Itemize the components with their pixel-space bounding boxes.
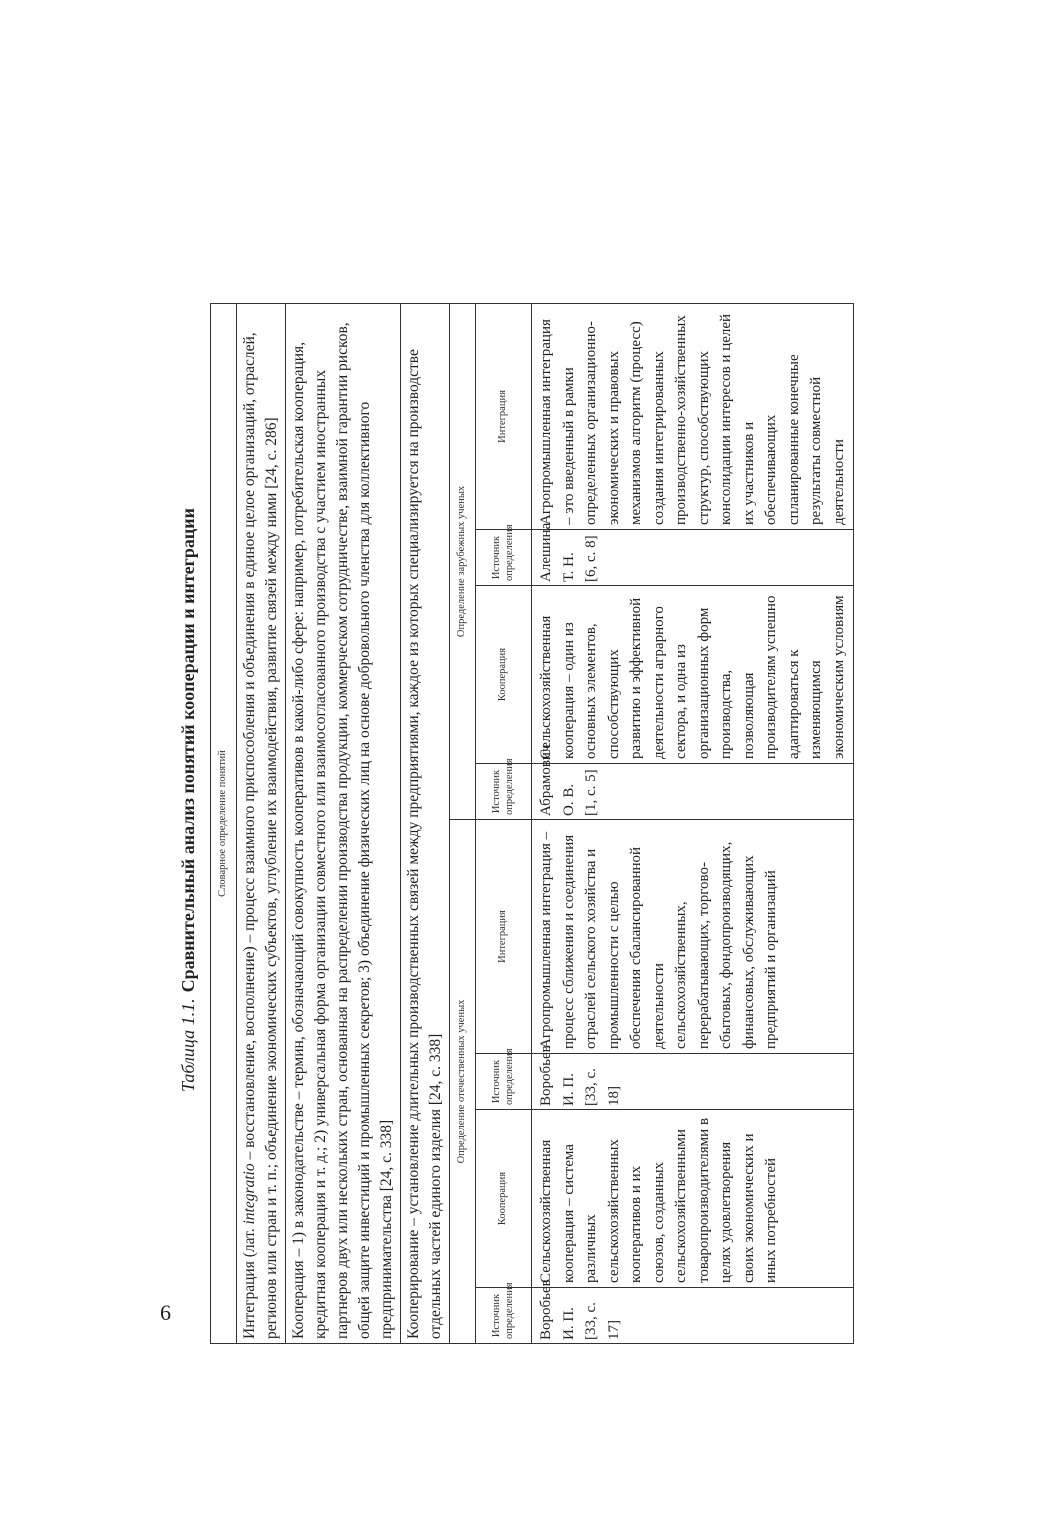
- table-caption-title: Сравнительный анализ понятий кооперации и интеграции: [177, 508, 198, 993]
- col-source-header: Источник определения: [476, 1288, 532, 1344]
- integration-definition: Интеграция (лат. integratio – восстановление, восполнение) – процесс взаимного приспособления и объединения в единое целое организаций, отраслей, регионов или стран и т. п.; объединение экономических субъектов, углубление их взаимодействия, развитие связей между ними [24, с. 286]: [237, 303, 286, 1343]
- domestic-group-header: Определение отечественных ученых: [450, 820, 476, 1344]
- foreign-integ-source: Алешина Т. Н. [6, с. 8]: [532, 530, 854, 586]
- domestic-integ-text: Агропромышленная интеграция – процесс сближения и соединения отраслей сельского хозяйства и промышленности с целью обеспечения сбалансированной деятельности сельскохозяйственных, перерабатывающих, торгово-сбытовых, фондопроизводящих, финансовых, обслуживающих предприятий и организаций: [532, 820, 854, 1054]
- table-caption-number: Таблица 1.1.: [177, 998, 198, 1092]
- col-source-header: Источник определения: [476, 764, 532, 820]
- dictionary-header: Словарное определение понятий: [211, 303, 237, 1343]
- foreign-integ-text: Агропромышленная интеграция – это введенный в рамки определенных организационно-экономических и правовых механизмов алгоритм (процесс) создания интегрированных производственно-хозяйственных структур, способствующих консолидации интересов и целей их участников и обеспечивающих спланированные конечные результаты совместной деятельности: [532, 303, 854, 529]
- foreign-coop-text: Сельскохозяйственная кооперация – один из основных элементов, способствующих развитию и эффективной деятельности аграрного сектора, и одна из организационных форм производства, позволяющая производителям успешно адаптироваться к изменяющимся экономическим условиям: [532, 586, 854, 764]
- foreign-coop-source: Абрамович О. В. [1, с. 5]: [532, 764, 854, 820]
- col-cooperation-header: Кооперация: [476, 586, 532, 764]
- rotated-table-page: [170, 280, 847, 1340]
- col-integration-header: Интеграция: [476, 303, 532, 529]
- col-cooperation-header: Кооперация: [476, 1110, 532, 1288]
- domestic-coop-text: Сельскохозяйственная кооперация – система различных сельскохозяйственных кооперативов и их союзов, созданных сельскохозяйственными товаропроизводителями в целях удовлетворения своих экономических и иных потребностей: [532, 1110, 854, 1288]
- comparison-table: [210, 303, 854, 1344]
- latin-term: integratio: [241, 1163, 258, 1225]
- col-source-header: Источник определения: [476, 1054, 532, 1110]
- domestic-integ-source: Воробьев И. П. [33, с. 18]: [532, 1054, 854, 1110]
- cooperating-definition: Кооперирование – установление длительных производственных связей между предприятиями, каждое из которых специализируется на производстве отдельных частей единого изделия [24, с. 338]: [401, 303, 450, 1343]
- col-integration-header: Интеграция: [476, 820, 532, 1054]
- col-source-header: Источник определения: [476, 530, 532, 586]
- table-caption: [170, 280, 206, 1320]
- page-number: 6: [160, 1300, 171, 1325]
- cooperation-definition: Кооперация – 1) в законодательстве – термин, обозначающий совокупность кооперативов в какой-либо сфере: например, потребительская кооперация, кредитная кооперация и т. д.; 2) универсальная форма организации совместного или взаимосогласованного производства с участием иностранных партнеров двух или нескольких стран, основанная на распределении производства продукции, коммерческом сотрудничестве, взаимной гарантии рисков, общей защите инвестиций и промышленных секретов; 3) объединение физических лиц на основе добровольного членства для коллективного предпринимательства [24, с. 338]: [286, 303, 401, 1343]
- foreign-group-header: Определение зарубежных ученых: [450, 303, 476, 819]
- domestic-coop-source: Воробьев И. П. [33, с. 17]: [532, 1288, 854, 1344]
